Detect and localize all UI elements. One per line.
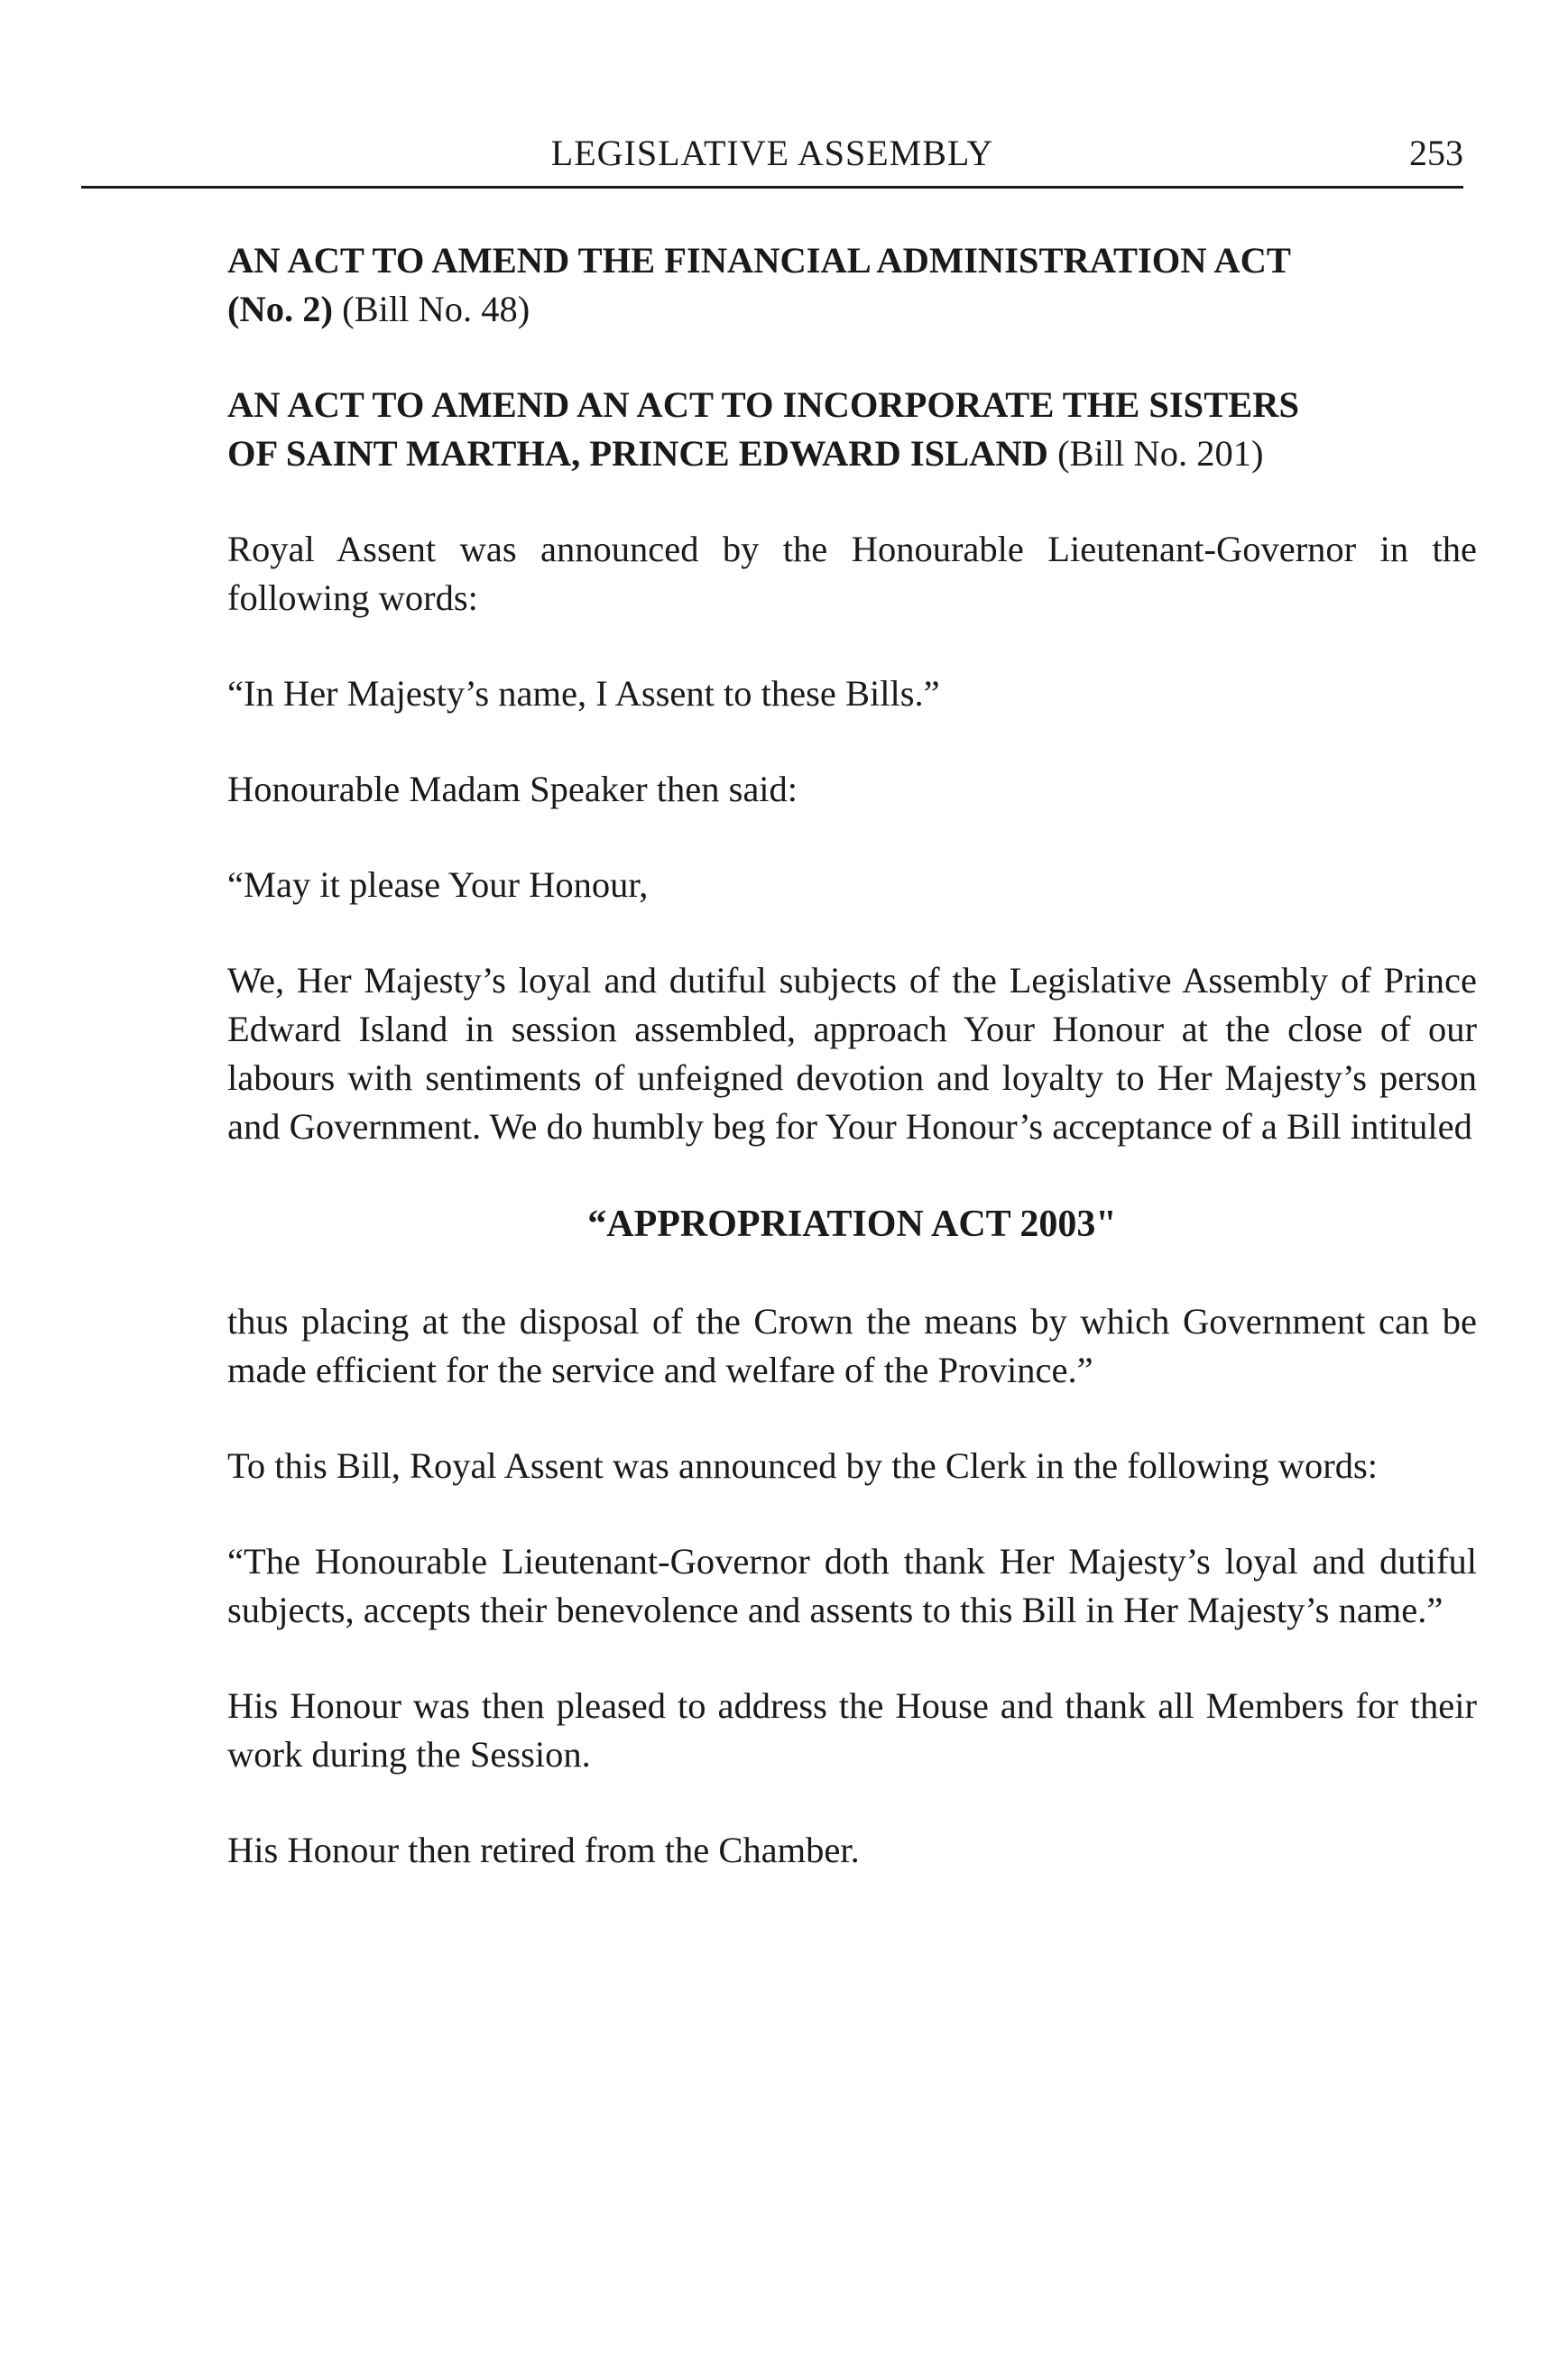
page-number: 253 bbox=[1409, 133, 1463, 173]
paragraph-clerk-announcement: To this Bill, Royal Assent was announced by the Clerk in the following words: bbox=[227, 1445, 1379, 1486]
paragraph-lieutenant-governor-thanks: “The Honourable Lieutenant-Governor doth thank Her Majesty’s loyal and dutiful subjects, accepts their benevolence and assents to this Bill in Her Majesty’s name.” bbox=[227, 1541, 1477, 1630]
page-content bbox=[227, 236, 1477, 1922]
act-title-line: AN ACT TO AMEND THE FINANCIAL ADMINISTRATION ACT bbox=[227, 240, 1291, 281]
act-title-sisters-of-saint-martha bbox=[227, 381, 1477, 478]
paragraph-speaker-said: Honourable Madam Speaker then said: bbox=[227, 769, 798, 809]
bill-reference: (Bill No. 48) bbox=[342, 289, 530, 329]
paragraph-thus-placing: thus placing at the disposal of the Crown the means by which Government can be made efficient for the service and welfare of the Province.” bbox=[227, 1301, 1477, 1390]
paragraph-retired: His Honour then retired from the Chamber. bbox=[227, 1830, 860, 1870]
act-title-line: OF SAINT MARTHA, PRINCE EDWARD ISLAND bbox=[227, 433, 1048, 474]
page-header bbox=[81, 126, 1463, 189]
paragraph-address-to-honour: We, Her Majesty’s loyal and dutiful subjects of the Legislative Assembly of Prince Edward Island in session assembled, approach Your Honour at the close of our labours with sentiments of unfeigned devotion and loyalty to Her Majesty’s person and Government. We do humbly beg for Your Honour’s acceptance of a Bill intituled bbox=[227, 960, 1477, 1147]
bill-reference: (Bill No. 201) bbox=[1057, 433, 1264, 474]
running-header-title: LEGISLATIVE ASSEMBLY bbox=[550, 133, 994, 173]
paragraph-address-house: His Honour was then pleased to address the House and thank all Members for their work during the Session. bbox=[227, 1685, 1477, 1775]
act-title-line: (No. 2) bbox=[227, 289, 333, 329]
paragraph-may-it-please: “May it please Your Honour, bbox=[227, 864, 649, 905]
paragraph-assent-quote: “In Her Majesty’s name, I Assent to these Bills.” bbox=[227, 673, 940, 714]
act-title-line: AN ACT TO AMEND AN ACT TO INCORPORATE THE SISTERS bbox=[227, 384, 1299, 425]
appropriation-act-title: “APPROPRIATION ACT 2003" bbox=[587, 1204, 1117, 1245]
act-title-financial-administration bbox=[227, 236, 1477, 334]
paragraph-royal-assent-announcement: Royal Assent was announced by the Honourable Lieutenant-Governor in the following words: bbox=[227, 529, 1477, 618]
